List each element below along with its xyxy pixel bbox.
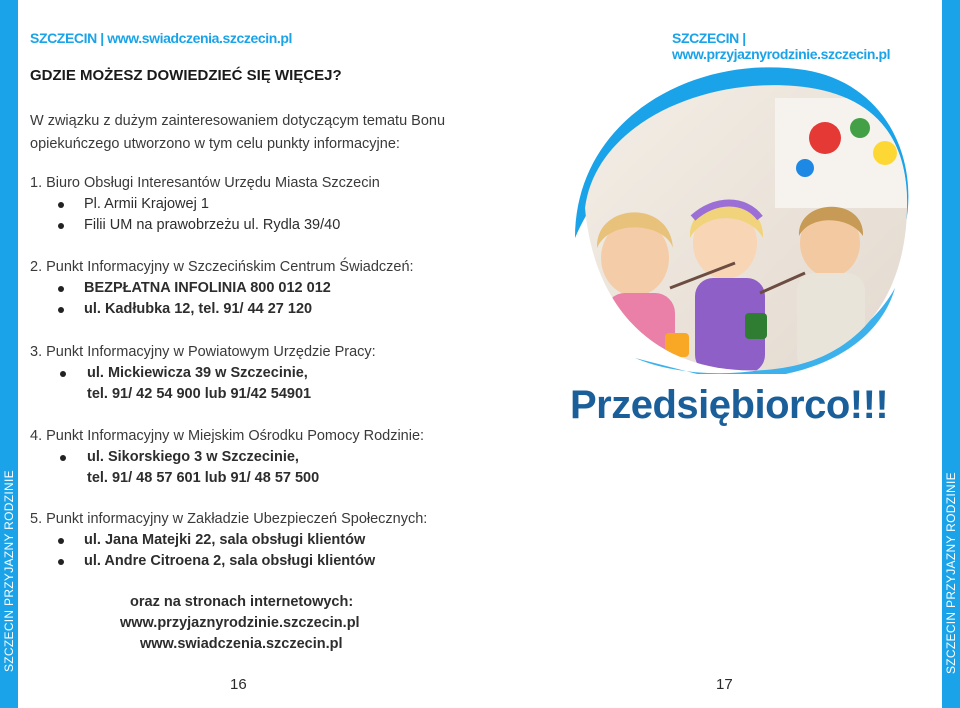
list-item: ul. Jana Matejki 22, sala obsługi klientów xyxy=(30,530,427,551)
info-point-1 xyxy=(30,173,380,236)
websites-block xyxy=(120,592,360,655)
list-item: Pl. Armii Krajowej 1 xyxy=(30,194,380,215)
header-left-link: SZCZECIN | www.swiadczenia.szczecin.pl xyxy=(30,30,293,46)
right-side-text: SZCZECIN PRZYJAZNY RODZINIE xyxy=(944,472,958,674)
intro-paragraph: W związku z dużym zainteresowaniem dotyczącym tematu Bonu opiekuńczego utworzono w tym celu punkty informacyjne: xyxy=(30,113,446,152)
list-item: tel. 91/ 48 57 601 lub 91/ 48 57 500 xyxy=(87,470,320,486)
list-item: Filii UM na prawobrzeżu ul. Rydla 39/40 xyxy=(30,215,380,236)
info-point-title: 3. Punkt Informacyjny w Powiatowym Urzędzie Pracy: xyxy=(30,344,376,360)
info-point-5 xyxy=(30,509,427,572)
page-number-left: 16 xyxy=(230,676,247,693)
info-point-4 xyxy=(30,426,424,489)
header-right-link: SZCZECIN | www.przyjaznyrodzinie.szczecin.pl xyxy=(672,30,891,62)
list-item: ul. Sikorskiego 3 w Szczecinie, xyxy=(30,447,424,468)
page-number-right: 17 xyxy=(716,676,733,693)
list-item: ul. Mickiewicza 39 w Szczecinie, xyxy=(30,363,376,384)
info-point-3 xyxy=(30,342,376,405)
website-link[interactable]: www.swiadczenia.szczecin.pl xyxy=(140,636,343,652)
websites-intro: oraz na stronach internetowych: xyxy=(130,594,354,610)
list-item: ul. Andre Citroena 2, sala obsługi klientów xyxy=(30,551,427,572)
list-item: tel. 91/ 42 54 900 lub 91/42 54901 xyxy=(87,386,312,402)
list-item: ul. Kadłubka 12, tel. 91/ 44 27 120 xyxy=(30,299,414,320)
page-heading: GDZIE MOŻESZ DOWIEDZIEĆ SIĘ WIĘCEJ? xyxy=(30,67,342,84)
info-point-2 xyxy=(30,257,414,320)
info-point-title: 2. Punkt Informacyjny w Szczecińskim Centrum Świadczeń: xyxy=(30,259,414,275)
children-painting-photo xyxy=(575,58,911,374)
info-point-title: 5. Punkt informacyjny w Zakładzie Ubezpieczeń Społecznych: xyxy=(30,511,428,527)
list-item: BEZPŁATNA INFOLINIA 800 012 012 xyxy=(30,278,414,299)
tagline: Przedsiębiorco!!! xyxy=(570,383,889,427)
left-side-text: SZCZECIN PRZYJAZNY RODZINIE xyxy=(2,470,16,672)
info-point-title: 1. Biuro Obsługi Interesantów Urzędu Miasta Szczecin xyxy=(30,175,380,191)
website-link[interactable]: www.przyjaznyrodzinie.szczecin.pl xyxy=(120,615,360,631)
info-point-title: 4. Punkt Informacyjny w Miejskim Ośrodku Pomocy Rodzinie: xyxy=(30,428,425,444)
